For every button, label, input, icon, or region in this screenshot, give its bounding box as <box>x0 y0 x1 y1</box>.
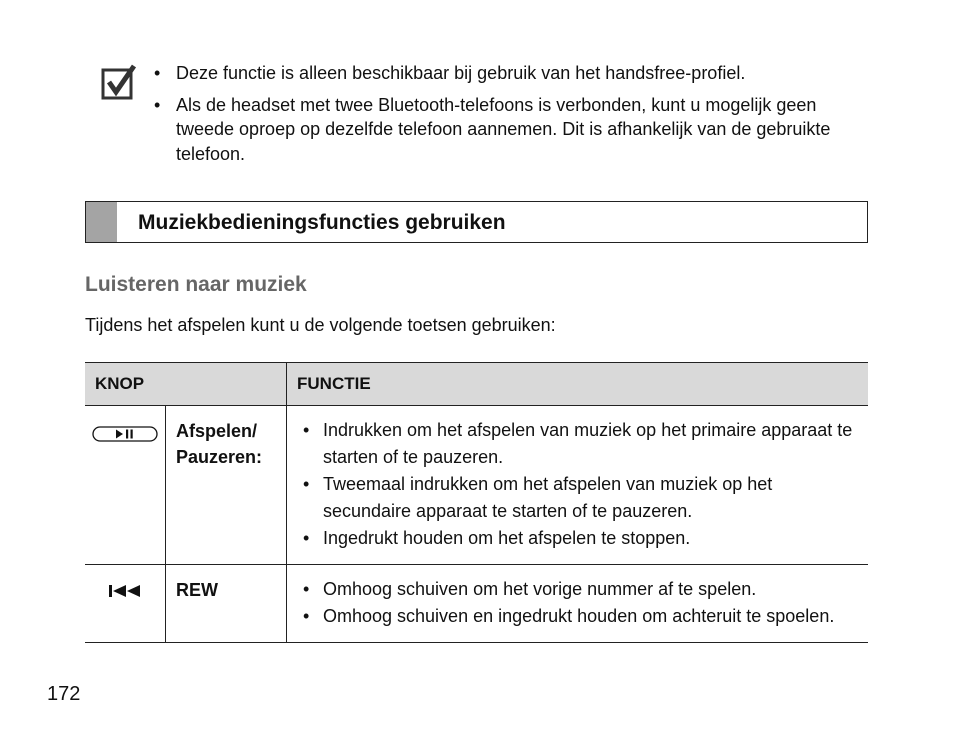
button-name: REW <box>166 565 287 643</box>
play-pause-icon <box>92 426 158 442</box>
section-heading <box>85 201 868 243</box>
icon-cell <box>85 406 166 565</box>
function-item: • Omhoog schuiven om het vorige nummer af te spelen. <box>297 576 856 603</box>
rewind-icon <box>108 584 142 598</box>
function-item: • Tweemaal indrukken om het afspelen van muziek op het secundaire apparaat te starten of te pauzeren. <box>297 471 856 525</box>
button-function-table <box>85 362 868 643</box>
table-header-row <box>85 363 868 406</box>
checkbox-check-icon <box>101 64 137 100</box>
button-name: Afspelen/ Pauzeren: <box>166 406 287 565</box>
table-row <box>85 406 868 565</box>
note-list <box>150 61 860 173</box>
page-number: 172 <box>47 683 81 705</box>
note-item: • Als de headset met twee Bluetooth-telefoons is verbonden, kunt u mogelijk geen tweede oproep op dezelfde telefoon aannemen. Dit is afhankelijk van de gebruikte telefoon. <box>150 93 860 167</box>
section-title: Muziekbedieningsfuncties gebruiken <box>138 211 506 234</box>
header-functie: FUNCTIE <box>287 363 869 406</box>
table-row <box>85 565 868 643</box>
icon-cell <box>85 565 166 643</box>
function-cell <box>287 565 869 643</box>
note-item: • Deze functie is alleen beschikbaar bij gebruik van het handsfree-profiel. <box>150 61 860 86</box>
intro-text: Tijdens het afspelen kunt u de volgende toetsen gebruiken: <box>85 315 556 335</box>
function-item: • Omhoog schuiven en ingedrukt houden om achteruit te spoelen. <box>297 603 856 630</box>
function-item: • Ingedrukt houden om het afspelen te stoppen. <box>297 525 856 552</box>
subheading: Luisteren naar muziek <box>85 273 307 296</box>
function-cell <box>287 406 869 565</box>
header-knop: KNOP <box>85 363 287 406</box>
function-item: • Indrukken om het afspelen van muziek op het primaire apparaat te starten of te pauzeren. <box>297 417 856 471</box>
section-marker <box>86 202 117 242</box>
